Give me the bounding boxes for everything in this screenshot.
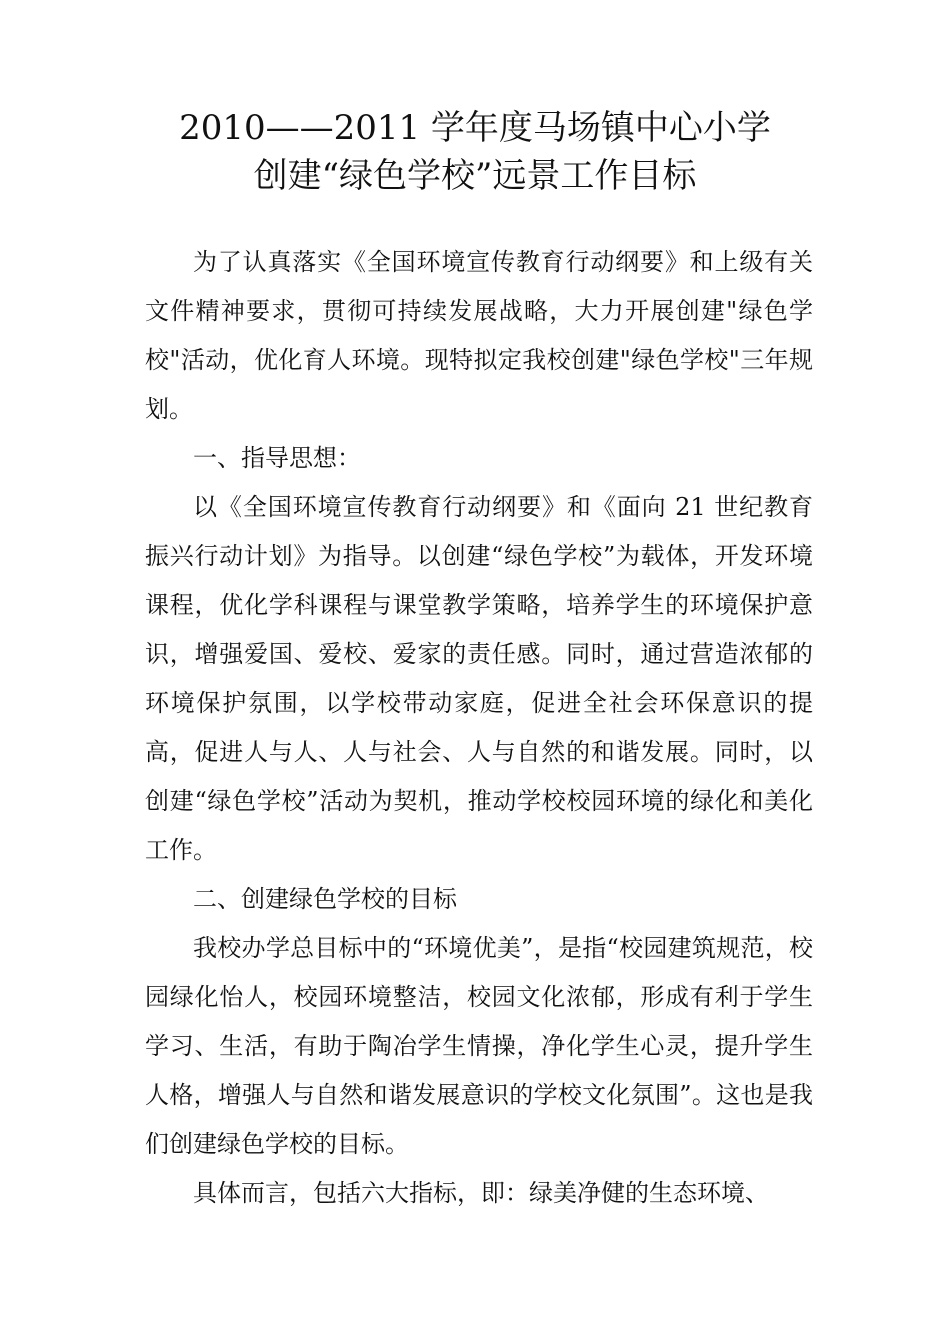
document-title-line-2: 创建“绿色学校”远景工作目标 [253,156,697,196]
paragraph-indicators: 具体而言，包括六大指标，即：绿美净健的生态环境、 [193,1179,769,1207]
heading-guiding-thought: 一、指导思想： [193,444,361,472]
document-title-line-1: 2010——2011 学年度马场镇中心小学 [179,108,771,148]
paragraph-goals: 我校办学总目标中的“环境优美”，是指“校园建筑规范，校园绿化怡人，校园环境整洁，校园文化浓郁，形成有利于学生学习、生活，有助于陶冶学生情操，净化学生心灵，提升学生人格，增强人与自然和谐发展意识的学校文化氛围”。这也是我们创建绿色学校的目标。 [145,934,813,1158]
paragraph-guiding-thought: 以《全国环境宣传教育行动纲要》和《面向 21 世纪教育振兴行动计划》为指导。以创建“绿色学校”为载体，开发环境课程，优化学科课程与课堂教学策略，培养学生的环境保护意识，增强爱国、爱校、爱家的责任感。同时，通过营造浓郁的环境保护氛围，以学校带动家庭，促进全社会环保意识的提高，促进人与人、人与社会、人与自然的和谐发展。同时，以创建“绿色学校”活动为契机，推动学校校园环境的绿化和美化工作。 [145,493,813,864]
heading-goals: 二、创建绿色学校的目标 [193,885,457,913]
paragraph-intro: 为了认真落实《全国环境宣传教育行动纲要》和上级有关文件精神要求，贯彻可持续发展战略，大力开展创建"绿色学校"活动，优化育人环境。现特拟定我校创建"绿色学校"三年规划。 [145,248,813,423]
document-body [145,238,813,1218]
